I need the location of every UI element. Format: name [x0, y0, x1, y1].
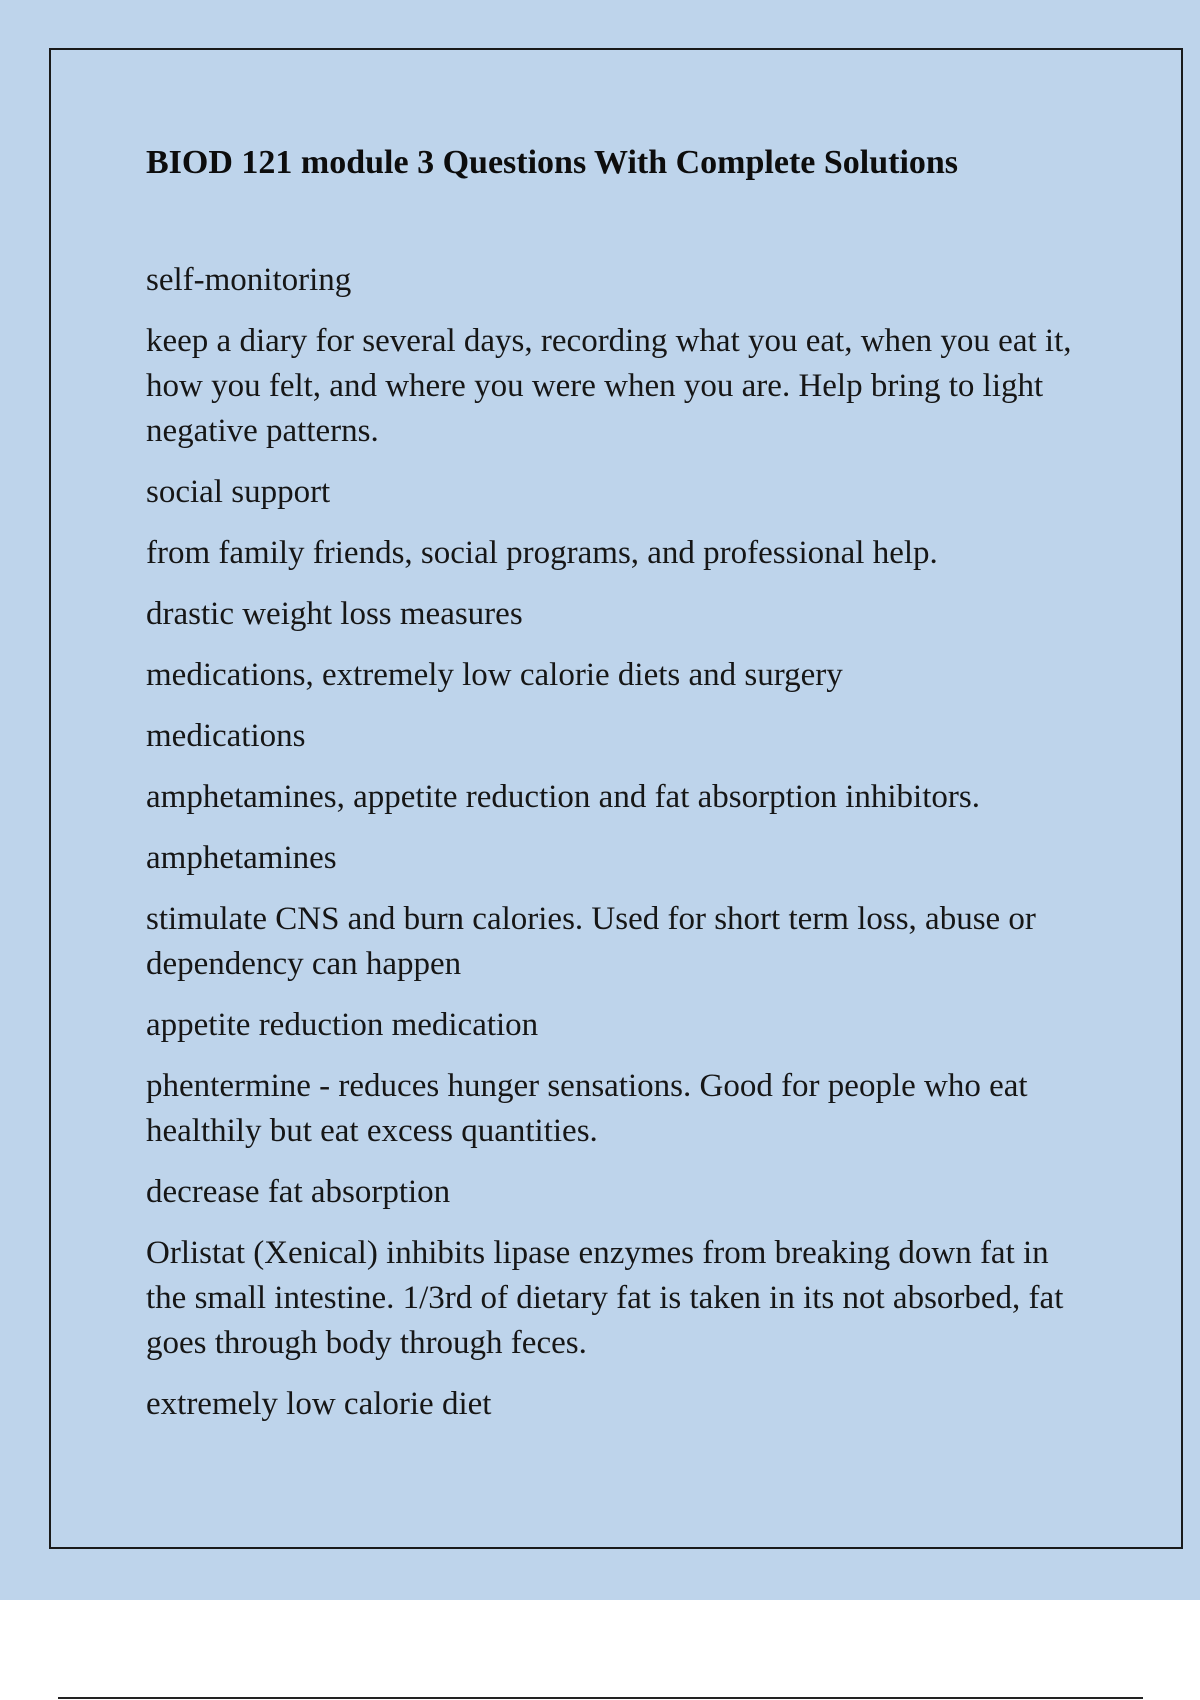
- document-title: BIOD 121 module 3 Questions With Complete Solutions: [146, 144, 959, 181]
- entry-definition: phentermine - reduces hunger sensations. Good for people who eat healthily but eat excess quantities.: [146, 1068, 1028, 1149]
- entry-term: self-monitoring: [146, 262, 352, 298]
- qa-entry: [146, 714, 1096, 820]
- qa-entry: [146, 470, 1096, 576]
- qa-list: [146, 258, 1096, 1427]
- entry-definition: medications, extremely low calorie diets and surgery: [146, 657, 843, 693]
- entry-definition: Orlistat (Xenical) inhibits lipase enzymes from breaking down fat in the small intestine. 1/3rd of dietary fat is taken in its not absorbed, fat goes through body through feces.: [146, 1235, 1064, 1361]
- document-content: [146, 140, 1096, 1443]
- qa-entry: [146, 1003, 1096, 1154]
- entry-term: extremely low calorie diet: [146, 1386, 492, 1422]
- entry-term: amphetamines: [146, 840, 337, 876]
- qa-entry: [146, 836, 1096, 987]
- entry-term: drastic weight loss measures: [146, 596, 523, 632]
- qa-entry: [146, 258, 1096, 454]
- qa-entry: [146, 1382, 1096, 1427]
- footer-divider: [58, 1697, 1143, 1699]
- entry-definition: keep a diary for several days, recording what you eat, when you eat it, how you felt, and where you were when you are. Help bring to light negative patterns.: [146, 323, 1072, 449]
- entry-term: decrease fat absorption: [146, 1174, 451, 1210]
- entry-definition: amphetamines, appetite reduction and fat absorption inhibitors.: [146, 779, 980, 815]
- entry-definition: from family friends, social programs, and professional help.: [146, 535, 938, 571]
- entry-term: appetite reduction medication: [146, 1007, 539, 1043]
- entry-definition: stimulate CNS and burn calories. Used for short term loss, abuse or dependency can happen: [146, 901, 1036, 982]
- qa-entry: [146, 592, 1096, 698]
- qa-entry: [146, 1170, 1096, 1366]
- entry-term: medications: [146, 718, 306, 754]
- entry-term: social support: [146, 474, 331, 510]
